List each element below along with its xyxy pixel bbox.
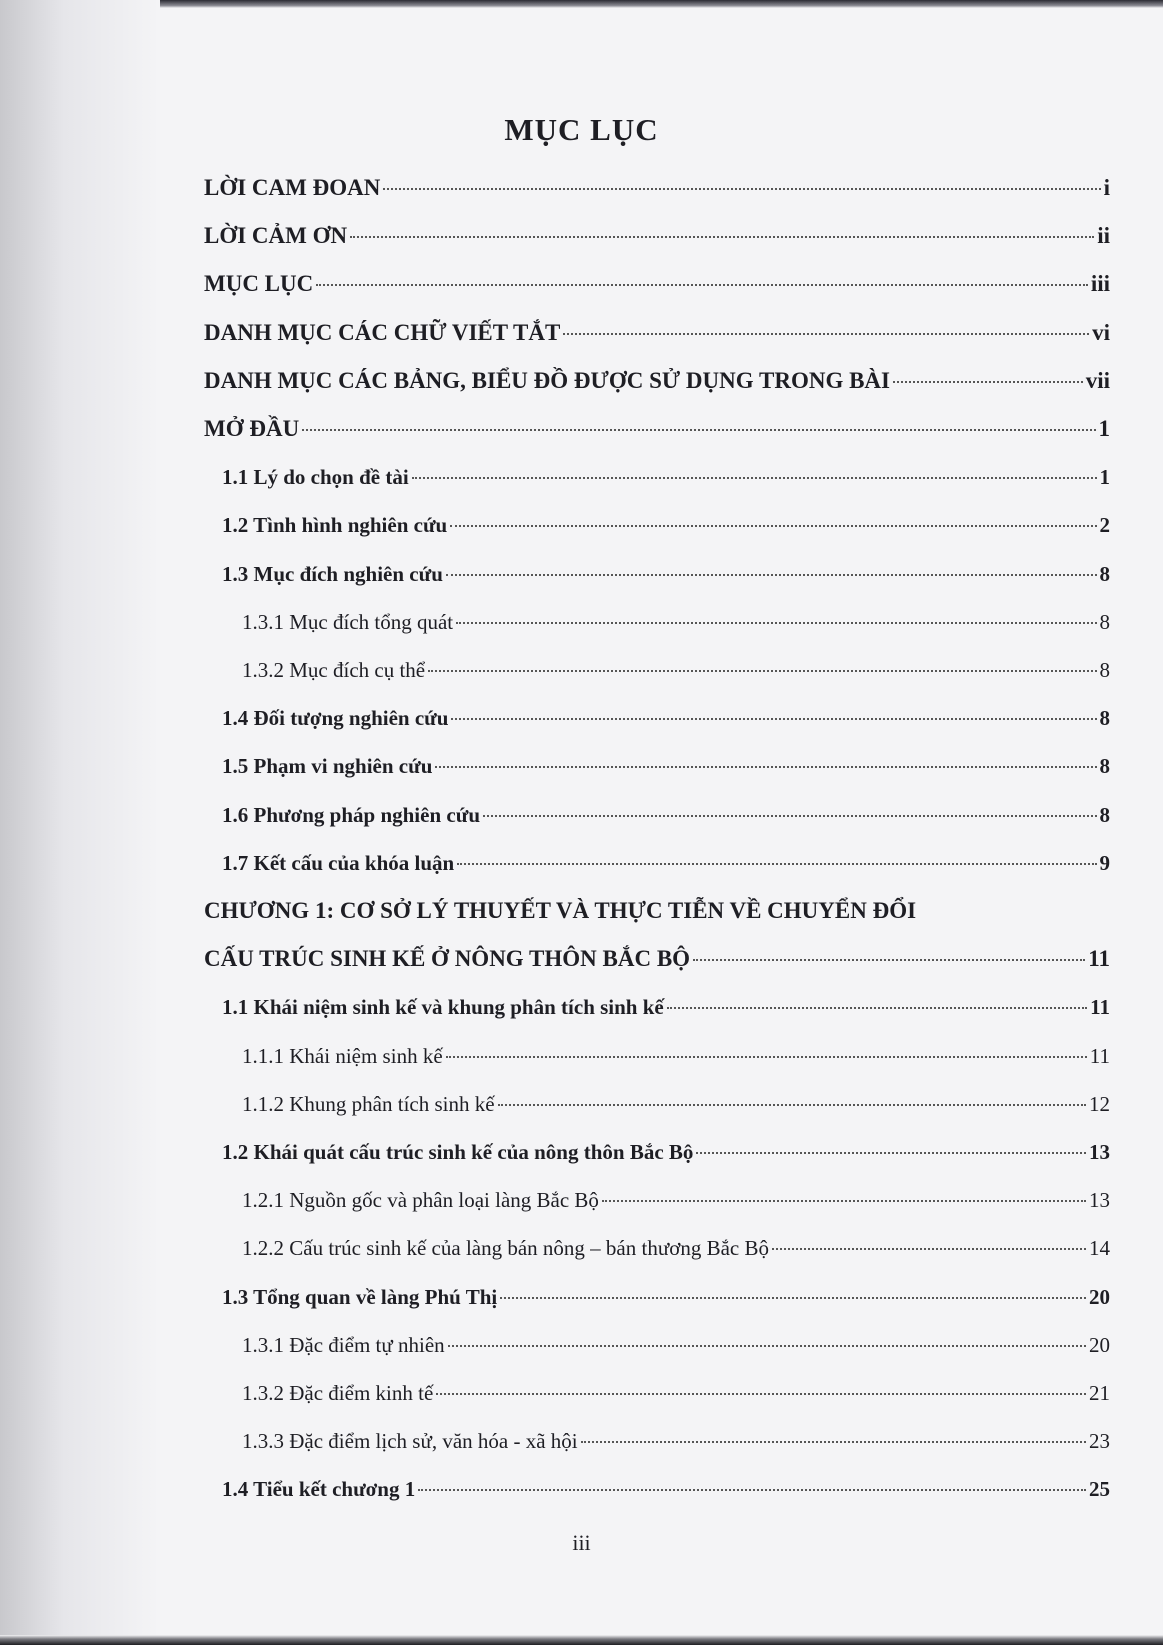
toc-entry-page-number: 23 [1089,1429,1110,1454]
toc-entry-label: 1.3 Mục đích nghiên cứu [222,561,443,586]
toc-entry-label: 1.2 Khái quát cấu trúc sinh kế của nông thôn Bắc Bộ [222,1140,694,1164]
toc-entry-label: 1.2.2 Cấu trúc sinh kế của làng bán nông – bán thương Bắc Bộ [242,1236,769,1261]
toc-entry-page-number: vii [1085,367,1110,393]
toc-leader-dots [500,1297,1086,1299]
toc-entry[interactable] [204,216,1110,256]
toc-leader-dots [412,477,1097,479]
toc-entry-label: DANH MỤC CÁC CHỮ VIẾT TẮT [204,319,561,345]
toc-entry-label: LỜI CẢM ƠN [204,223,348,249]
toc-leader-dots [302,429,1095,431]
toc-leader-dots [667,1007,1087,1009]
toc-leader-dots [456,622,1096,624]
toc-entry-page-number: 8 [1099,706,1110,731]
toc-leader-dots [383,188,1100,190]
toc-entry-page-number: 9 [1099,850,1110,875]
toc-entry-page-number: 8 [1099,658,1110,682]
toc-entry[interactable] [242,650,1110,690]
toc-entry[interactable] [222,554,1110,594]
toc-entry-page-number: 8 [1099,754,1110,779]
toc-entry[interactable] [242,1180,1110,1220]
toc-entry-label: 1.3.2 Mục đích cụ thể [242,658,426,682]
toc-entry[interactable] [242,1228,1110,1268]
toc-leader-dots [316,284,1088,286]
toc-entry-label: 1.6 Phương pháp nghiên cứu [222,802,480,827]
toc-entry-label: 1.3.1 Mục đích tổng quát [242,609,454,634]
toc-leader-dots [696,1152,1086,1154]
toc-leader-dots [446,1056,1087,1058]
toc-entry-label: 1.3 Tổng quan về làng Phú Thị [222,1284,498,1309]
toc-entry-page-number: 1 [1099,465,1110,490]
toc-leader-dots [498,1104,1086,1106]
toc-entry[interactable] [242,1325,1110,1365]
toc-leader-dots [418,1489,1086,1491]
toc-entry-page-number: 13 [1089,1188,1110,1213]
toc-entry[interactable] [242,602,1110,642]
toc-leader-dots [450,525,1096,527]
toc-entry[interactable] [204,409,1110,449]
toc-entry[interactable] [242,1373,1110,1413]
toc-entry-label: 1.1 Khái niệm sinh kế và khung phân tích sinh kế [222,995,664,1020]
toc-entry-page-number: 12 [1089,1091,1110,1116]
toc-leader-dots [451,718,1096,720]
toc-entry[interactable] [222,843,1110,883]
toc-entry-label-line1: CHƯƠNG 1: CƠ SỞ LÝ THUYẾT VÀ THỰC TIỄN VỀ CHUYỂN ĐỔI [204,898,917,923]
toc-leader-dots [435,766,1096,768]
toc-leader-dots [483,815,1097,817]
toc-entry[interactable] [242,1036,1110,1076]
toc-entry-page-number: 20 [1089,1332,1110,1357]
toc-entry-label: DANH MỤC CÁC BẢNG, BIỂU ĐỒ ĐƯỢC SỬ DỤNG TRONG BÀI [204,367,890,393]
toc-entry-label: 1.1.1 Khái niệm sinh kế [242,1043,443,1068]
toc-entry[interactable] [222,987,1110,1027]
toc-entry[interactable] [222,746,1110,786]
toc-leader-dots [428,670,1096,672]
toc-entry-label: 1.2 Tình hình nghiên cứu [222,513,448,538]
toc-entry[interactable] [222,1469,1110,1509]
toc-entry-page-number: vi [1092,319,1110,345]
toc-leader-dots [350,236,1094,238]
toc-entry-page-number: ii [1097,223,1110,249]
toc-entry-page-number: 21 [1089,1381,1110,1405]
toc-entry-label: 1.4 Tiểu kết chương 1 [222,1477,416,1502]
page-number: iii [572,1530,591,1555]
toc-entry-label: 1.4 Đối tượng nghiên cứu [222,706,449,731]
toc-entry-page-number: 8 [1099,561,1110,586]
toc-entry-page-number: 25 [1089,1477,1110,1502]
toc-entry-page-number: 11 [1089,1043,1110,1068]
toc-entry-page-number: iii [1090,271,1110,297]
toc-entry-page-number: 11 [1088,946,1110,972]
toc-leader-dots [602,1200,1086,1202]
toc-entry-label: MỞ ĐẦU [204,416,300,441]
toc-entry[interactable] [204,313,1110,353]
toc-leader-dots [448,1345,1086,1347]
toc-leader-dots [563,333,1089,335]
toc-leader-dots [581,1441,1086,1443]
toc-entry-page-number: 1 [1098,416,1110,441]
toc-entry[interactable] [222,698,1110,738]
toc-entry-label: 1.1 Lý do chọn đề tài [222,465,409,490]
toc-entry-label: 1.3.1 Đặc điểm tự nhiên [242,1332,445,1357]
toc-entry[interactable] [242,1084,1110,1124]
toc-entry-page-number: 11 [1090,995,1110,1020]
toc-entry[interactable] [222,457,1110,497]
toc-entry-label: 1.3.3 Đặc điểm lịch sử, văn hóa - xã hội [242,1429,578,1454]
toc-entry[interactable] [204,264,1110,304]
toc-leader-dots [446,574,1097,576]
page-title: MỤC LỤC [504,112,659,147]
toc-entry[interactable] [222,505,1110,545]
toc-entry-label: 1.5 Phạm vi nghiên cứu [222,754,433,779]
toc-leader-dots [772,1248,1086,1250]
toc-leader-dots [436,1393,1086,1395]
toc-entry-page-number: 14 [1089,1236,1110,1261]
toc-entry[interactable] [242,1421,1110,1461]
toc-leader-dots [893,381,1083,383]
toc-entry-page-number: 8 [1099,609,1110,634]
toc-entry[interactable] [204,939,1110,979]
toc-entry-page-number: 20 [1089,1284,1110,1309]
toc-entry-label: 1.3.2 Đặc điểm kinh tế [242,1381,434,1405]
toc-entry-page-number: 8 [1099,802,1110,827]
toc-entry-page-number: 13 [1089,1140,1110,1164]
toc-entry[interactable] [204,168,1110,208]
toc-leader-dots [457,863,1096,865]
toc-entry-page-number: 2 [1099,513,1110,538]
toc-entry[interactable] [204,361,1110,401]
toc-entry[interactable] [222,1277,1110,1317]
toc-entry[interactable] [222,1132,1110,1172]
toc-entry-label: CẤU TRÚC SINH KẾ Ở NÔNG THÔN BẮC BỘ [204,946,691,972]
toc-entry-page-number: i [1103,175,1110,200]
toc-entry-label: LỜI CAM ĐOAN [204,175,381,200]
toc-entry-label: 1.2.1 Nguồn gốc và phân loại làng Bắc Bộ [242,1188,599,1213]
toc-entry[interactable] [222,795,1110,835]
toc-leader-dots [693,959,1085,961]
toc-entry-label: 1.1.2 Khung phân tích sinh kế [242,1091,495,1116]
toc-entry-label: 1.7 Kết cấu của khóa luận [222,850,455,875]
toc-entry-label: MỤC LỤC [204,271,314,297]
